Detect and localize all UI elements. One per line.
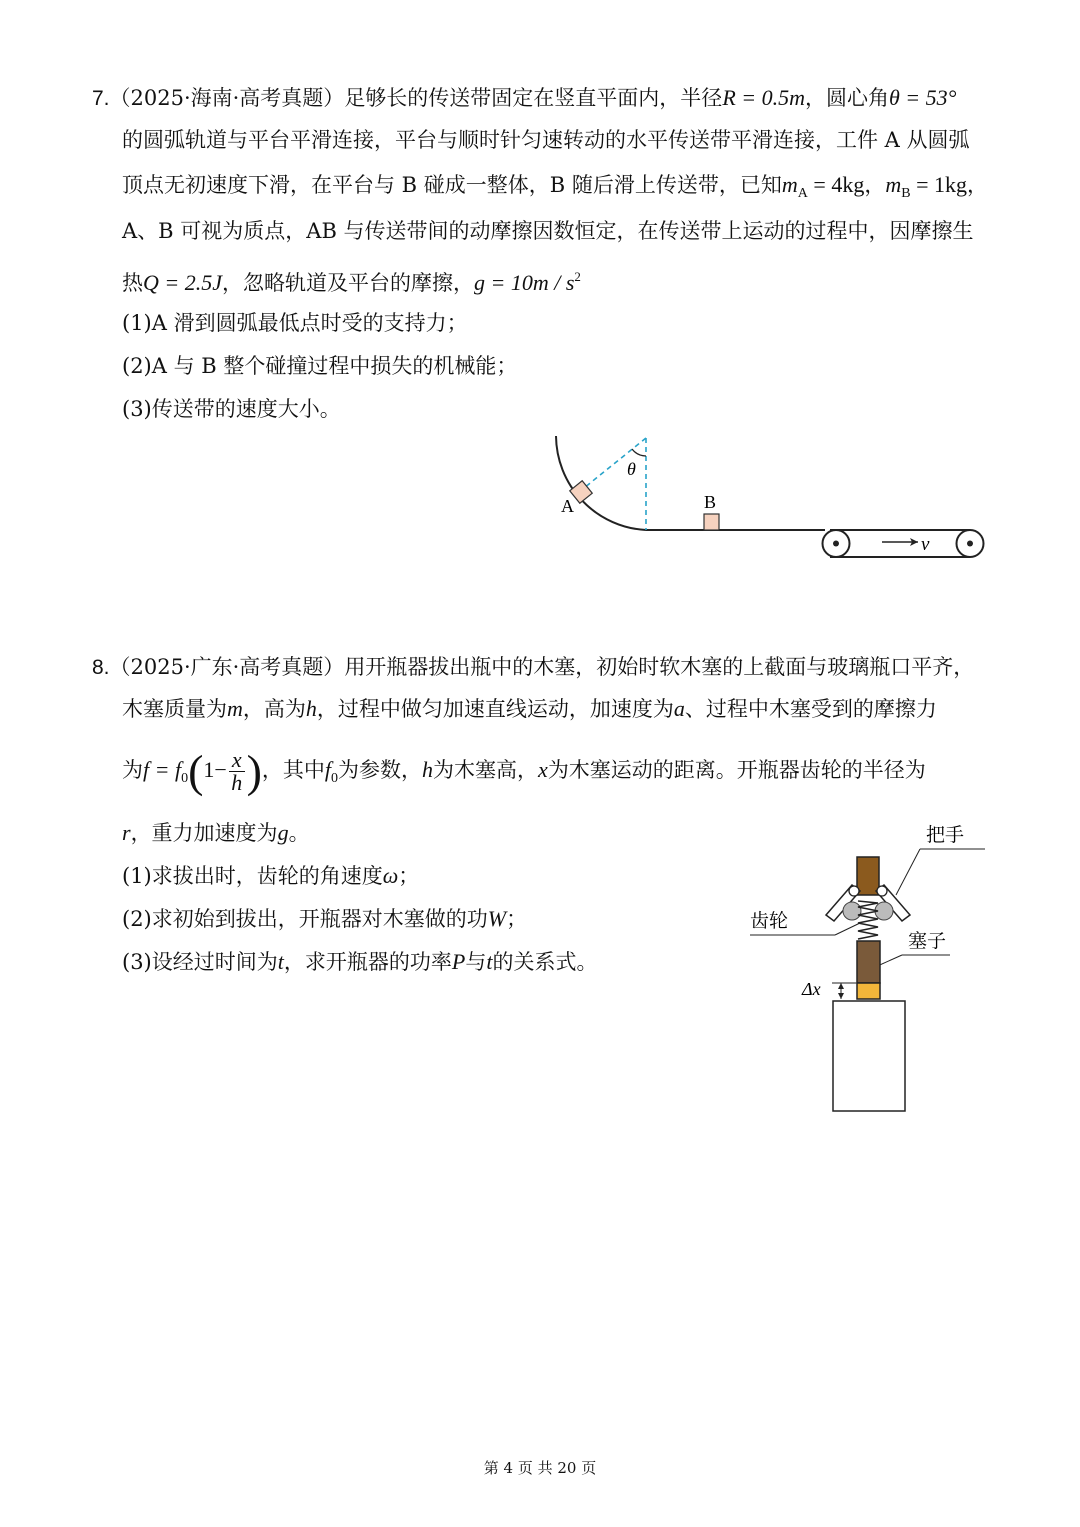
radius-dashed [584,438,646,488]
q8-height: h [305,696,317,721]
page-footer: 第 4 页 共 20 页 [483,1459,597,1477]
q8-text: ，重力加速度为 [130,821,278,845]
label-dx: Δx [802,979,821,999]
q7-text: 热 [122,271,143,295]
q8-text: 、过程中木塞受到的摩擦力 [684,697,937,721]
q8-text: ，求开瓶器的功率 [283,950,452,974]
cork-light [857,983,880,999]
q8-omega: ω [382,863,399,888]
left-pivot [849,886,859,896]
q7-text: 足够长的传送带固定在竖直平面内，半径 [344,86,723,110]
q7-line-3 [122,170,988,209]
q8-h: h [422,757,434,782]
label-v: v [921,534,930,555]
q7-line-1 [92,83,956,114]
q7-angle: θ = 53° [888,85,957,110]
q8-text: 为参数， [338,758,423,782]
q8-friction: f = f [143,757,182,782]
q8-line-4 [122,818,310,848]
q8-g: g [277,820,289,845]
q7-subq-2: (2)A 与 B 整个碰撞过程中损失的机械能； [122,354,518,378]
dx-arrowhead-down [838,993,844,999]
q8-power: P [451,949,466,974]
q8-source: （2025·广东·高考真题） [109,655,345,679]
handle-leader-diag [896,849,920,895]
gear-leader-diag [835,923,860,935]
q8-text: 。 [288,821,310,845]
q7-number: 7. [92,87,110,110]
q8-f0: f [324,757,332,782]
gear-left [843,902,861,920]
q7-radius: R = 0.5m [722,85,805,110]
q8-text: (2)求初始到拔出，开瓶器对木塞做的功 [122,907,488,931]
q7-gravity-exp: 2 [574,269,581,284]
q8-t: t [277,949,284,974]
q7-line-4: A、B 可视为质点，AB 与传送带间的动摩擦因数恒定，在传送带上运动的过程中，因摩擦生 [122,219,974,243]
handle [857,857,879,895]
label-a: A [561,496,574,516]
q8-r: r [122,820,131,845]
q8-number: 8. [92,656,110,679]
q7-text: ，圆心角 [804,86,889,110]
fraction-x-over-h [229,749,245,794]
belt-roller-right-axle [967,541,973,547]
q7-subq-1: (1)A 滑到圆弧最低点时受的支持力； [122,311,468,335]
dx-arrowhead-up [838,983,844,989]
q8-text: 用开瓶器拔出瓶中的木塞，初始时软木塞的上截面与玻璃瓶口平齐， [344,655,975,679]
q8-f0-sub: 0 [331,771,339,786]
label-cork: 塞子 [908,931,947,952]
right-pivot [877,886,887,896]
q8-line-3 [122,738,926,802]
q8-line-2 [122,694,937,724]
theta-label: θ [627,459,636,479]
q7-figure [540,430,1000,570]
angle-arc [632,449,646,456]
q8-text: 为木塞运动的距离。开瓶器齿轮的半径为 [547,758,926,782]
label-gear: 齿轮 [750,911,789,932]
q8-accel: a [673,696,685,721]
frac-den: h [231,770,243,795]
q7-text: ，忽略轨道及平台的摩擦， [222,271,474,295]
q8-figure [740,815,990,1120]
bottle [833,1001,905,1111]
q8-subq-2 [122,904,527,934]
q8-text: 的关系式。 [492,950,598,974]
q7-line-2: 的圆弧轨道与平台平滑连接，平台与顺时针匀速转动的水平传送带平滑连接，工件 A 从圆弧 [122,128,970,152]
q8-text: ，高为 [242,697,306,721]
q8-f0-sub: 0 [181,771,189,786]
q7-text: 顶点无初速度下滑，在平台与 B 碰成一整体，B 随后滑上传送带，已知 [122,173,782,197]
q8-text: (1)求拔出时，齿轮的角速度 [122,864,383,888]
q7-source: （2025·海南·高考真题） [109,86,345,110]
q8-line-1 [92,652,974,683]
q7-mA: m [781,172,798,197]
block-b [704,514,719,530]
q8-x: x [538,757,548,782]
q7-mA-sub: A [797,186,808,201]
q8-t: t [486,949,493,974]
q7-gravity: g = 10m / s [474,270,575,295]
q8-subq-3 [122,947,597,977]
q8-text: ； [398,864,420,888]
q7-text: ， [966,173,988,197]
q7-line-5 [122,262,581,298]
belt-roller-left-axle [833,541,839,547]
label-handle: 把手 [926,825,965,846]
q8-text: 木塞质量为 [122,697,227,721]
q8-text: 与 [465,950,487,974]
q7-mB-sub: B [901,186,911,201]
q8-text: (3)设经过时间为 [122,950,278,974]
q8-text: ，过程中做匀加速直线运动，加速度为 [316,697,674,721]
q8-work: W [487,906,507,931]
paren-right: ) [246,745,262,797]
paren-left: ( [188,745,204,797]
label-b: B [704,492,717,512]
q8-text: ，其中 [261,758,325,782]
q8-one-minus: 1− [203,757,227,782]
q8-subq-1 [122,861,419,891]
q7-subq-3: (3)传送带的速度大小。 [122,397,341,421]
q7-text: ， [864,173,886,197]
q8-text: 为 [122,758,143,782]
q8-text: 为木塞高， [433,758,539,782]
q7-mB: m [885,172,902,197]
q7-mB-val: = 1kg [910,172,967,197]
q8-mass: m [227,696,243,721]
q8-text: ； [506,907,528,931]
q7-mA-val: = 4kg [807,172,865,197]
q7-heat: Q = 2.5J [143,270,222,295]
spring [858,901,878,939]
frac-num: x [229,749,245,772]
cork-dark [857,941,880,983]
